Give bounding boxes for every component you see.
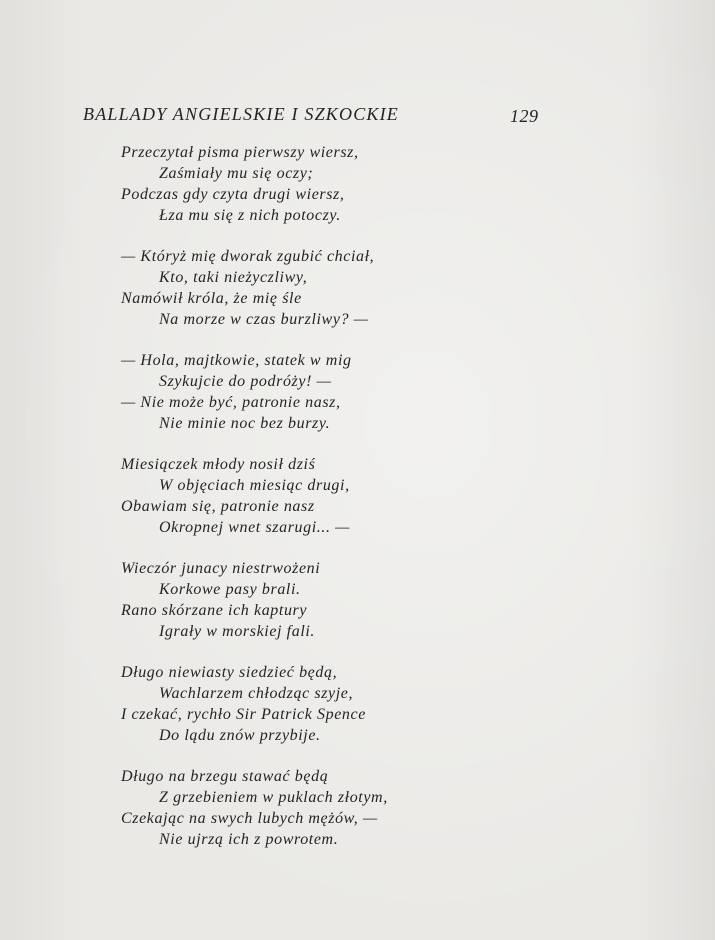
verse-line: I czekać, rychło Sir Patrick Spence xyxy=(121,706,366,723)
verse-line: Nie ujrzą ich z powrotem. xyxy=(159,831,339,848)
stanza xyxy=(121,767,541,871)
stanza xyxy=(121,663,541,767)
stanza xyxy=(121,351,541,455)
verse-line: Wachlarzem chłodząc szyje, xyxy=(159,685,354,702)
stanza xyxy=(121,247,541,351)
poem xyxy=(121,143,541,871)
verse-line: Szykujcie do podróży! — xyxy=(159,373,332,390)
verse-line: Łza mu się z nich potoczy. xyxy=(159,207,341,224)
verse-line: Przeczytał pisma pierwszy wiersz, xyxy=(121,144,359,161)
verse-line: W objęciach miesiąc drugi, xyxy=(159,477,350,494)
verse-line: Obawiam się, patronie nasz xyxy=(121,498,315,515)
stanza xyxy=(121,455,541,559)
verse-line: Podczas gdy czyta drugi wiersz, xyxy=(121,186,345,203)
verse-line: Zaśmiały mu się oczy; xyxy=(159,165,314,182)
verse-line: Namówił króla, że mię śle xyxy=(121,290,302,307)
verse-line: Korkowe pasy brali. xyxy=(159,581,301,598)
verse-line: Do lądu znów przybije. xyxy=(159,727,321,744)
verse-line: Miesiączek młody nosił dziś xyxy=(121,456,316,473)
verse-line: Na morze w czas burzliwy? — xyxy=(159,311,369,328)
verse-line: — Hola, majtkowie, statek w mig xyxy=(121,352,352,369)
verse-line: Igrały w morskiej fali. xyxy=(159,623,316,640)
verse-line: Okropnej wnet szarugi... — xyxy=(159,519,351,536)
stanza xyxy=(121,143,541,247)
verse-line: Nie minie noc bez burzy. xyxy=(159,415,331,432)
verse-line: Kto, taki nieżyczliwy, xyxy=(159,269,308,286)
verse-line: Czekając na swych lubych mężów, — xyxy=(121,810,378,827)
verse-line: Z grzebieniem w puklach złotym, xyxy=(159,789,388,806)
verse-line: Długo na brzegu stawać będą xyxy=(121,768,329,785)
verse-line: Wieczór junacy niestrwożeni xyxy=(121,560,321,577)
verse-line: — Nie może być, patronie nasz, xyxy=(121,394,341,411)
stanza xyxy=(121,559,541,663)
verse-line: — Któryż mię dworak zgubić chciał, xyxy=(121,248,375,265)
page-number: 129 xyxy=(510,106,539,126)
verse-line: Rano skórzane ich kaptury xyxy=(121,602,308,619)
verse-line: Długo niewiasty siedzieć będą, xyxy=(121,664,338,681)
running-title: BALLADY ANGIELSKIE I SZKOCKIE xyxy=(83,104,399,124)
